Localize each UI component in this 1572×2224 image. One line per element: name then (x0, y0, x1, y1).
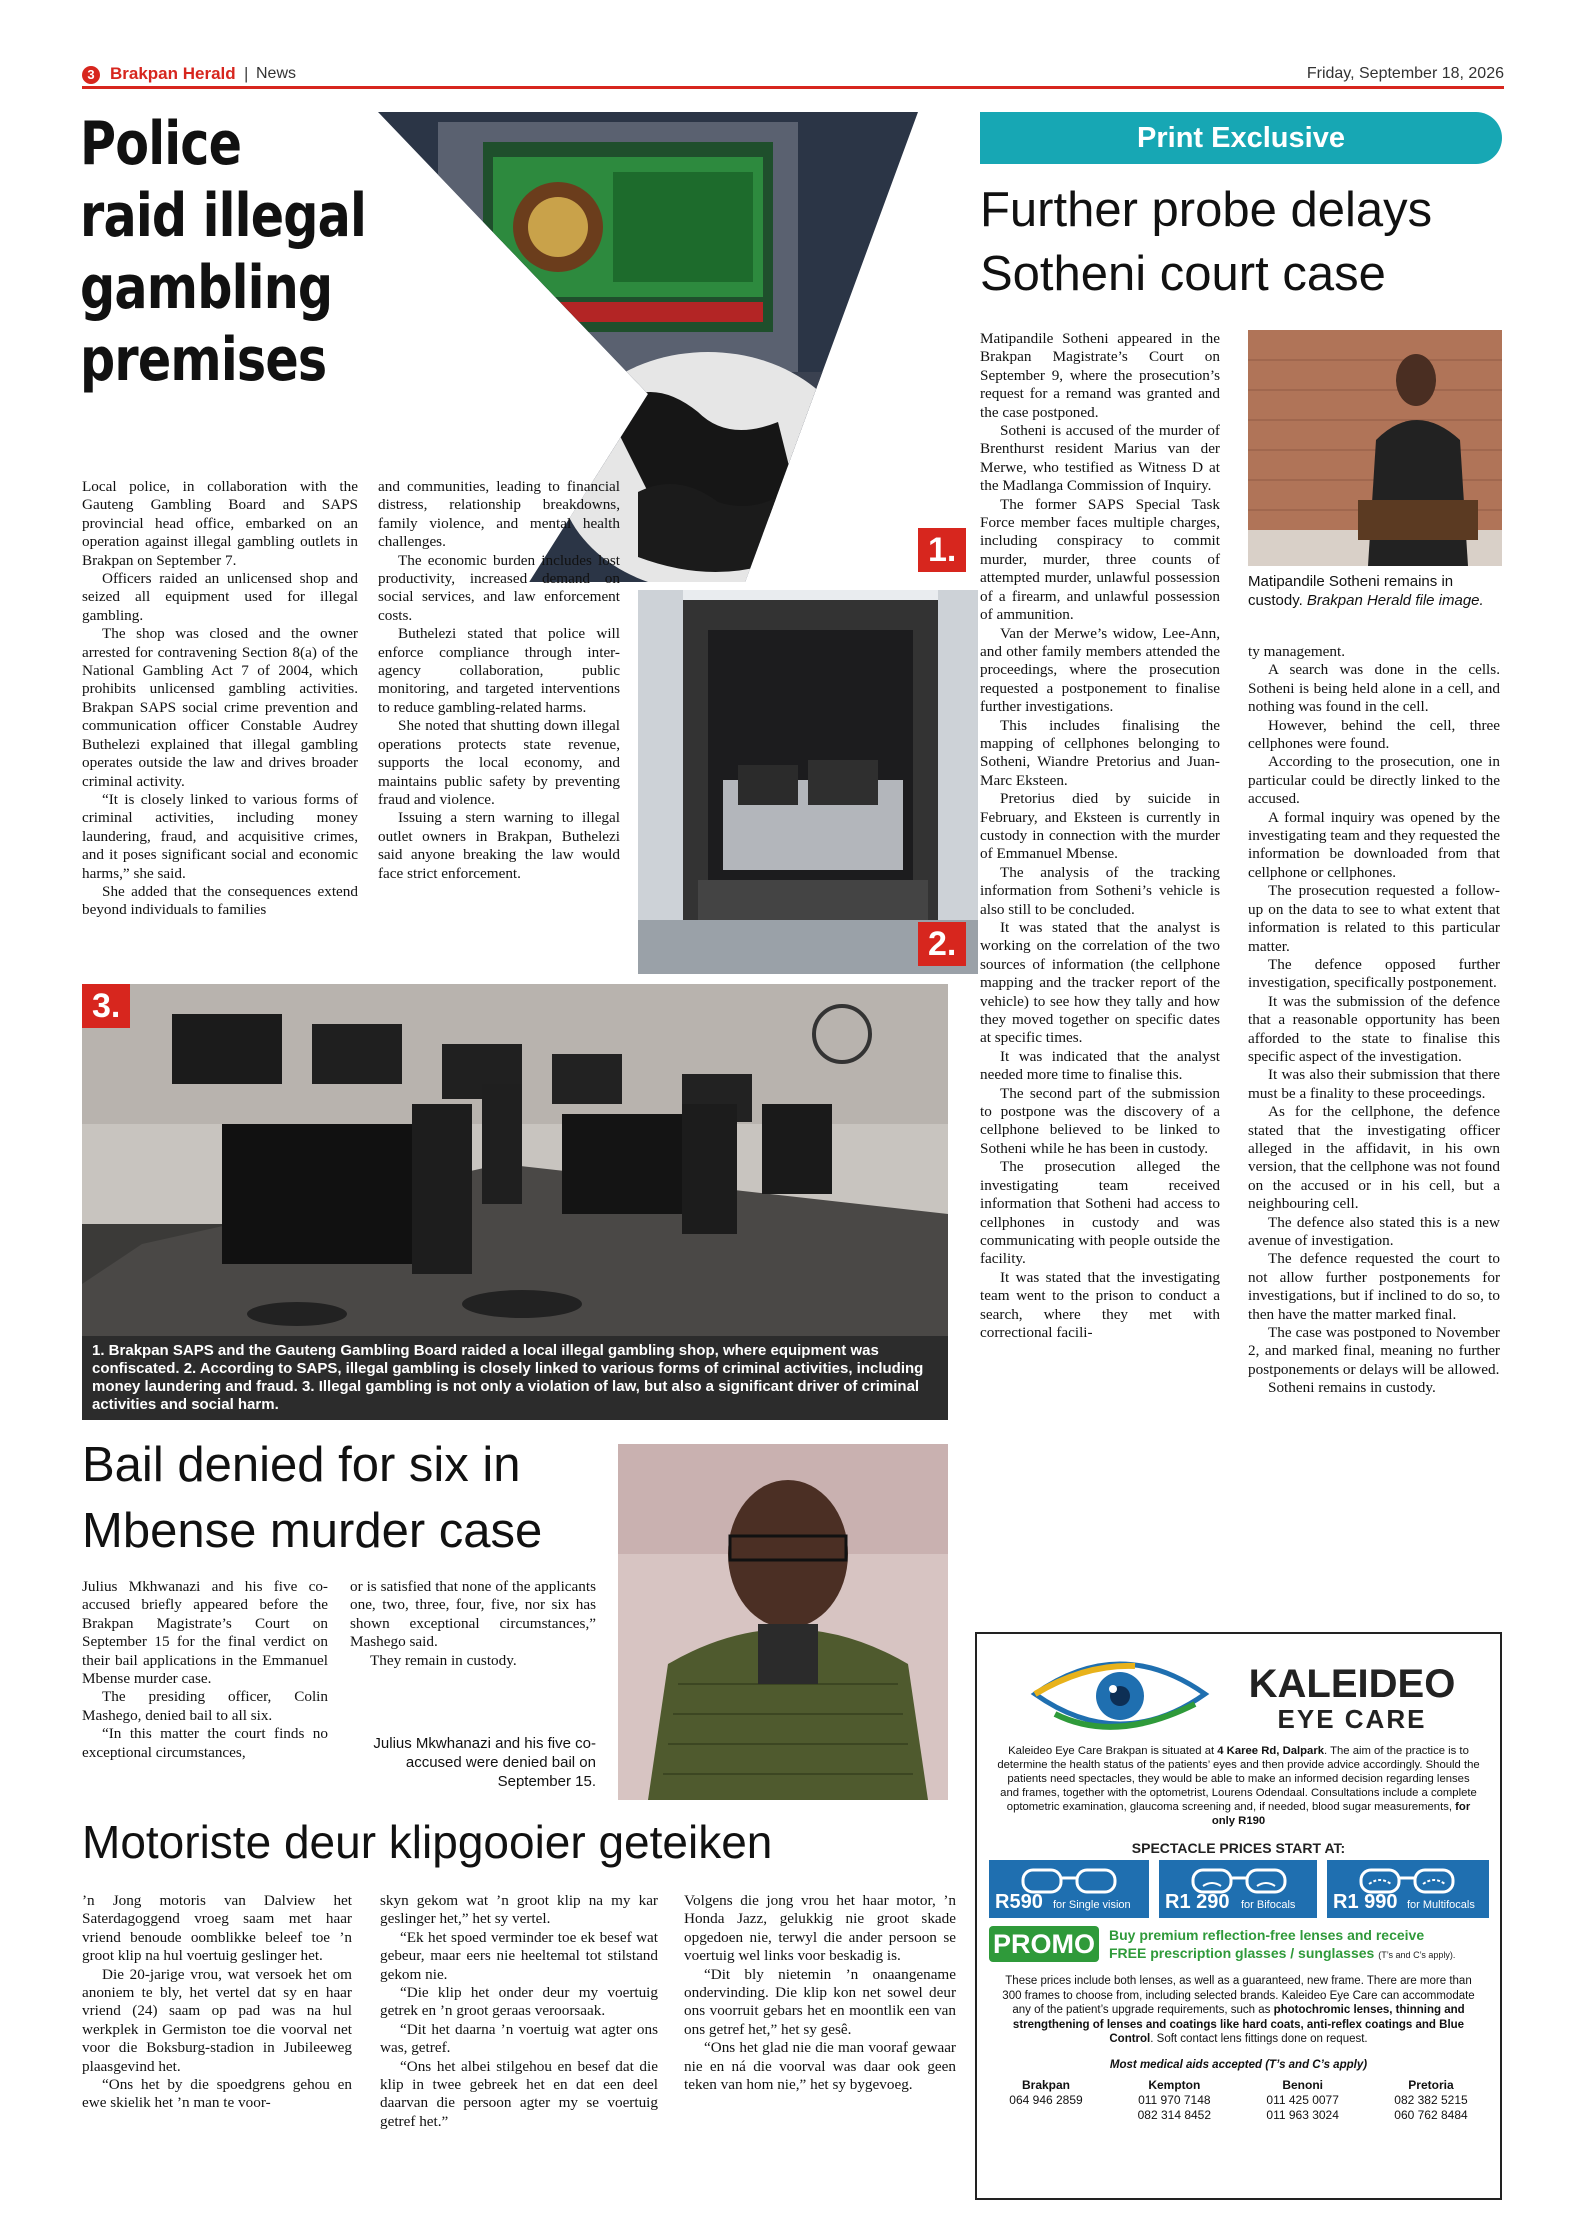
promo-line: Buy premium reflection-free lenses and receive (1109, 1927, 1425, 1943)
bail-col-1 (82, 1578, 328, 1762)
ad-intro (997, 1744, 1480, 1828)
branch-pretoria (1376, 2078, 1486, 2138)
main-headline-line: premises (80, 325, 327, 395)
branch-benoni (1248, 2078, 1358, 2138)
page-header (82, 64, 1504, 88)
paragraph: Officers raided an unlicensed shop and seized all equipment used for illegal gambling. (82, 570, 358, 624)
paragraph: According to the prosecution, one in particular could be directly linked to the accused. (1248, 753, 1500, 808)
promo-badge: PROMO (989, 1926, 1099, 1962)
body-bold: photochromic lenses, thinning and strengthening of lenses and coatings like hard coats, anti-reflex coatings and Blue Control (1012, 2004, 1465, 2045)
caption-credit: Brakpan Herald file image. (1306, 592, 1484, 609)
print-exclusive-banner (980, 112, 1502, 164)
brand-name: KALEIDEO (1248, 1662, 1456, 1706)
branch-phone: 064 946 2859 (1009, 2093, 1083, 2107)
paragraph: A search was done in the cells. Sotheni is being held alone in a cell, and nothing was found in the cell. (1248, 661, 1500, 716)
photo-tag-2: 2. (918, 922, 966, 966)
paragraph: “Ons het albei stilgehou en besef dat die klip in twee gebreek het en dat een deel daarvan die persoon agter my se voertuig getref het.” (380, 2057, 658, 2130)
body-text: These prices include both lenses, as well as a guaranteed, new frame. There are more than 300 frames to choose from, including selected brands. Kaleideo Eye Care can accommodate any of the patient’s upgrade requirements, such as (1002, 1975, 1475, 2016)
paragraph: “Die klip het onder deur my voertuig getrek en ’n groot geraas veroorsaak. (380, 1984, 658, 2020)
branch-phone: 060 762 8484 (1394, 2108, 1468, 2122)
paragraph: Matipandile Sotheni appeared in the Brakpan Magistrate’s Court on September 9, where the prosecution’s request for a remand was granted and the case postponed. (980, 330, 1220, 421)
section-name: News (256, 65, 297, 82)
ad-body (997, 1974, 1480, 2047)
paragraph: Pretorius died by suicide in February, and Eksteen is currently in custody in connection with the murder of Emmanuel Mbense. (980, 790, 1220, 863)
header-rule (82, 86, 1504, 89)
eye-logo-icon (1025, 1644, 1215, 1744)
price-amount: R1 290 (1165, 1891, 1230, 1913)
motoriste-col-1 (82, 1892, 352, 2113)
paragraph: skyn gekom wat ’n groot klip na my kar geslinger het,” het sy vertel. (380, 1892, 658, 1928)
kaleideo-advert (975, 1632, 1502, 2200)
sotheni-illustration (1248, 330, 1502, 566)
sotheni-headline-line: Sotheni court case (980, 247, 1386, 301)
price-label: for Bifocals (1241, 1899, 1296, 1911)
photo-caption-main (82, 1336, 948, 1420)
branches (991, 2078, 1486, 2138)
main-headline-line: raid illegal (80, 181, 367, 251)
price-label: for Multifocals (1407, 1899, 1475, 1911)
branch-name: Pretoria (1408, 2078, 1454, 2092)
paragraph: It was also their submission that there must be a finality to these proceedings. (1248, 1066, 1500, 1102)
motoriste-headline: Motoriste deur klipgooier geteiken (82, 1816, 773, 1868)
medical-aids-note: Most medical aids accepted (T’s and C’s apply) (1109, 2059, 1368, 2071)
paragraph: The presiding officer, Colin Mashego, denied bail to all six. (82, 1688, 328, 1724)
paragraph: It was indicated that the analyst needed more time to finalise this. (980, 1047, 1220, 1084)
issue-date: Friday, September 18, 2026 (1306, 65, 1504, 82)
price-amount: R1 990 (1333, 1891, 1398, 1913)
paragraph: She added that the consequences extend beyond individuals to families (82, 882, 358, 919)
main-story-col-2 (378, 478, 620, 883)
branch-kempton (1119, 2078, 1229, 2138)
paragraph: Sotheni is accused of the murder of Brenthurst resident Marius van der Merwe, who testified as Witness D at the Madlanga Commission of Inquiry. (980, 422, 1220, 495)
paragraph: “Dit het daarna ’n voertuig wat agter ons was, getref. (380, 2020, 658, 2057)
paragraph: Van der Merwe’s widow, Lee-Ann, and other family members attended the proceedings, where the prosecution requested a postponement to finalise further investigations. (980, 624, 1220, 716)
paragraph: The second part of the submission to postpone was the discovery of a cellphone believed to be linked to Sotheni while he has been in custody. (980, 1084, 1220, 1157)
bail-col-2 (350, 1578, 596, 1670)
price-single-vision (989, 1860, 1149, 1918)
bail-headline-line: Bail denied for six in (82, 1438, 521, 1492)
caption-text: Julius Mkwhanazi and his five co-accused were denied bail on September 15. (373, 1735, 596, 1790)
paragraph: “Ons het glad nie die man vooraf gewaar nie en ná die voorval was daar ook geen teken van hom nie,” het sy bygevoeg. (684, 2039, 956, 2094)
paragraph: or is satisfied that none of the applicants one, two, three, four, five, nor six has shown exceptional circumstances,” Mashego said. (350, 1578, 596, 1651)
intro-text: Kaleideo Eye Care Brakpan is situated at (1008, 1745, 1218, 1757)
paragraph: and communities, leading to financial distress, relationship breakdowns, family violence, and mental health challenges. (378, 478, 620, 551)
paragraph: The prosecution requested a follow-up on the data to see to what extent that information is related to this particular matter. (1248, 882, 1500, 955)
sotheni-headline-line: Further probe delays (980, 183, 1433, 237)
header-divider: | (244, 64, 249, 83)
branch-phone: 082 314 8452 (1137, 2108, 1212, 2122)
caption-text: Matipandile Sotheni remains in custody. (1248, 573, 1454, 609)
paragraph: Local police, in collaboration with the Gauteng Gambling Board and SAPS provincial head office, embarked on an operation against illegal gambling outlets in Brakpan on September 7. (82, 478, 358, 569)
paragraph: However, behind the cell, three cellphones were found. (1248, 716, 1500, 753)
promo-note: (T’s and C’s apply). (1378, 1950, 1456, 1960)
paragraph: The defence also stated this is a new avenue of investigation. (1248, 1213, 1500, 1249)
paragraph: It was stated that the analyst is working on the correlation of the two sources of information (the cellphone mapping and the tracker report of the vehicle) to see how they tally and how they moved together on specific dates at specific times. (980, 919, 1220, 1047)
intro-text: . The aim of the practice is to determine the health status of the patients’ eyes and then provide advice accordingly. Should the patients need spectacles, they would be able to make an informed decision regarding lenses and frames, together with the optometrist, Lourens Odendaal. Consultations include a complete optometric examination, glaucoma screening and, if needed, blood sugar measurements, (997, 1745, 1480, 1813)
paragraph: Issuing a stern warning to illegal outlet owners in Brakpan, Buthelezi said anyone breaking the law would face strict enforcement. (378, 809, 620, 882)
price-label: for Single vision (1053, 1899, 1131, 1911)
intro-address: 4 Karee Rd, Dalpark (1217, 1745, 1325, 1757)
paragraph: As for the cellphone, the defence stated that the investigating officer alleged in the affidavit, in his own version, that the cellphone was not found on the accused or in his cell, but a neighbouring cell. (1248, 1103, 1500, 1213)
photo-sotheni (1248, 330, 1502, 566)
main-headline-line: Police (80, 109, 242, 179)
photo-tag-1: 1. (918, 528, 966, 572)
promo-line: FREE prescription glasses / sunglasses (1109, 1945, 1375, 1961)
branch-phone: 011 963 3024 (1266, 2108, 1339, 2122)
main-headline-line: gambling (80, 253, 333, 323)
photo-tag-3: 3. (82, 984, 130, 1028)
paragraph: The case was postponed to November 2, and marked final, meaning no further postponements or delays will be allowed. (1248, 1324, 1500, 1378)
paragraph: The shop was closed and the owner arrested for contravening Section 8(a) of the National Gambling Act 7 of 2004, which prohibits unlicensed gambling activities. Brakpan SAPS social crime prevention and communication officer Constable Audrey Buthelezi explained that illegal gambling operates outside the law and drives broader criminal activity. (82, 625, 358, 790)
bail-photo-caption (350, 1734, 596, 1791)
price-amount: R590 (995, 1891, 1043, 1913)
paragraph: “It is closely linked to various forms of criminal activities, including money laundering, fraud, and acquisitive crimes, and it poses significant social and economic harms,” she said. (82, 790, 358, 882)
body-text: . Soft contact lens fittings done on request. (1150, 2033, 1368, 2045)
paragraph: “Ons het by die spoedgrens gehou en ewe skielik het ’n man te voor- (82, 2076, 352, 2112)
paragraph: The economic burden includes lost productivity, increased demand on social services, and law enforcement costs. (378, 551, 620, 624)
mkhwanazi-illustration (618, 1444, 948, 1800)
bail-headline-line: Mbense murder case (82, 1504, 543, 1558)
motoriste-col-3 (684, 1892, 956, 2094)
main-headline (80, 108, 367, 396)
paragraph: The analysis of the tracking information from Sotheni’s vehicle is also still to be concluded. (980, 863, 1220, 918)
ad-brand (1227, 1664, 1477, 1734)
price-bifocals (1159, 1860, 1317, 1918)
paragraph: Julius Mkhwanazi and his five co-accused briefly appeared before the Brakpan Magistrate’s Court on September 15 for the final verdict on their bail applications in the Emmanuel Mbense murder case. (82, 1578, 328, 1688)
paragraph: The defence requested the court to not allow further postponements for investigations, but if inclined to do so, to then have the matter marked final. (1248, 1250, 1500, 1323)
branch-phone: 011 970 7148 (1138, 2093, 1211, 2107)
sotheni-col-2 (1248, 643, 1500, 1398)
paper-name: Brakpan Herald (110, 64, 236, 83)
paragraph: “In this matter the court finds no exceptional circumstances, (82, 1725, 328, 1761)
branch-brakpan (991, 2078, 1101, 2138)
van-illustration (638, 590, 978, 974)
paragraph: A formal inquiry was opened by the investigating team and they requested the information be downloaded from that cellphone or cellphones. (1248, 808, 1500, 881)
paragraph: She noted that shutting down illegal operations protects state revenue, supports the local economy, and maintains public safety by preventing fraud and violence. (378, 717, 620, 808)
paragraph: The defence opposed further investigation, specifically postponement. (1248, 955, 1500, 992)
paragraph: They remain in custody. (370, 1651, 517, 1669)
paragraph: “Ek het spoed verminder toe ek besef wat gebeur, maar eers nie heeltemal tot stilstand gekom nie. (380, 1928, 658, 1983)
paragraph: This includes finalising the mapping of cellphones belonging to Sotheni, Wiandre Pretorius and Juan-Marc Eksteen. (980, 716, 1220, 789)
sotheni-headline (980, 178, 1502, 306)
paragraph: Buthelezi stated that police will enforce compliance through inter-agency collaboration, public monitoring, and targeted interventions to reduce gambling-related harms. (378, 625, 620, 716)
paragraph: It was stated that the investigating team went to the prison to conduct a search, where they met with correctional facili- (980, 1268, 1220, 1341)
paragraph: Die 20-jarige vrou, wat versoek het om anoniem te bly, het vertel dat sy en haar vriend (24) saam op pad was na hul werkplek in Germiston toe die voorval net voor die Boksburg-stadion in Jubileeweg plaasgevind het. (82, 1965, 352, 2075)
caption-text: 1. Brakpan SAPS and the Gauteng Gambling Board raided a local illegal gambling shop, where equipment was confiscated. 2. According to SAPS, illegal gambling is closely linked to various forms of criminal activities, including money laundering and fraud. 3. Illegal gambling is not only a violation of law, but also a significant driver of criminal activities and social harm. (92, 1342, 924, 1413)
branch-phone: 011 425 0077 (1266, 2093, 1339, 2107)
price-multifocals (1327, 1860, 1489, 1918)
intro-price: for only R190 (1211, 1801, 1471, 1827)
sotheni-photo-caption (1248, 572, 1502, 610)
paragraph: ty management. (1248, 643, 1345, 660)
branch-name: Brakpan (1021, 2078, 1071, 2092)
paragraph: The former SAPS Special Task Force member faces multiple charges, including conspiracy to commit murder, murder, three counts of attempted murder, unlawful possession of a firearm, and unlawful possession of ammunition. (980, 495, 1220, 624)
promo-text (1109, 1926, 1489, 1964)
bail-headline (82, 1432, 622, 1564)
photo-van-evidence (638, 590, 978, 974)
paragraph: ’n Jong motoris van Dalview het Saterdagoggend vroeg saam met haar vriend benoude oomblikke beleef toe ’n groot klip na hul voertuig geslinger het. (82, 1892, 352, 1965)
paragraph: It was the submission of the defence that a reasonable opportunity has been afforded to the state to finalise this specific aspect of the investigation. (1248, 992, 1500, 1065)
branch-name: Kempton (1148, 2078, 1201, 2092)
page-number: 3 (82, 66, 100, 84)
paragraph: “Dit bly nietemin ’n onaangename ondervinding. Die klip kon net sowel deur ons voorruit gebars het en moontlik een van ons getref het,” het sy gesê. (684, 1965, 956, 2038)
paragraph: The prosecution alleged the investigating team received information that Sotheni had access to cellphones in custody and was communicating with people outside the facility. (980, 1158, 1220, 1268)
paragraph: Volgens die jong vrou het haar motor, ’n Honda Jazz, gelukkig nie groot skade opgedoen nie, terwyl die ander persoon se voertuig wel links voor beskadig is. (684, 1892, 956, 1965)
branch-phone: 082 382 5215 (1394, 2093, 1468, 2107)
prices-heading: SPECTACLE PRICES START AT: (1131, 1840, 1346, 1856)
photo-mkhwanazi (618, 1444, 948, 1800)
branch-name: Benoni (1282, 2078, 1323, 2092)
sotheni-col-1 (980, 330, 1220, 1342)
brand-sub: EYE CARE (1277, 1704, 1427, 1734)
banner-label: Print Exclusive (1137, 122, 1345, 154)
motoriste-col-2 (380, 1892, 658, 2131)
main-story-col-1 (82, 478, 358, 920)
paragraph: Sotheni remains in custody. (1268, 1379, 1436, 1397)
